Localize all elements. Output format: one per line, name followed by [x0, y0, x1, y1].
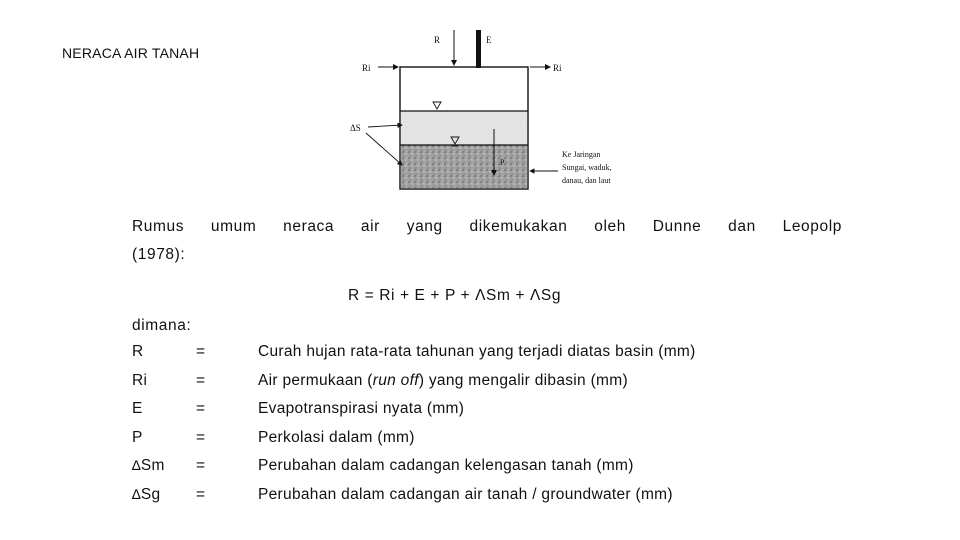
intro-paragraph — [132, 213, 842, 269]
definition-text: ) yang mengalir dibasin (mm) — [418, 371, 628, 389]
definition-symbol — [132, 457, 165, 475]
definition-row-e — [132, 400, 852, 429]
label-ri-left: Ri — [362, 63, 371, 73]
equals-sign: = — [196, 400, 206, 418]
water-balance-formula: R = Ri + E + P + ΛSm + ΛSg — [348, 287, 562, 304]
definition-row-ri — [132, 372, 852, 401]
equals-sign: = — [196, 428, 206, 446]
delta-symbol: ∆ — [132, 485, 141, 502]
label-outlet-3: danau, dan laut — [562, 176, 611, 185]
slide-title: NERACA AIR TANAH — [62, 45, 200, 61]
definition-symbol: R — [132, 343, 144, 360]
definition-description: Evapotranspirasi nyata (mm) — [258, 400, 465, 418]
groundwater-layer — [401, 145, 527, 188]
definition-description: Curah hujan rata-rata tahunan yang terjadi diatas basin (mm) — [258, 343, 696, 360]
definition-symbol — [132, 486, 160, 504]
definition-row-p — [132, 429, 852, 458]
delta-s-pointer-upper — [368, 125, 402, 127]
definition-symbol: Ri — [132, 371, 148, 389]
label-outlet-2: Sungai, waduk, — [562, 163, 612, 172]
equals-sign: = — [196, 485, 206, 503]
water-table-symbol-upper — [433, 102, 441, 109]
where-label: dimana: — [132, 317, 192, 334]
equals-sign: = — [196, 457, 206, 475]
definition-description: Perubahan dalam cadangan kelengasan tanah (mm) — [258, 457, 634, 475]
definition-symbol-text: Sg — [140, 485, 161, 503]
definition-row-sm — [132, 457, 852, 486]
equals-sign: = — [196, 371, 206, 389]
label-ri-right: Ri — [553, 63, 562, 73]
definition-symbol-text: Sm — [140, 457, 165, 475]
definition-description: Perubahan dalam cadangan air tanah / groundwater (mm) — [258, 485, 673, 503]
label-p: P — [500, 158, 505, 167]
definition-row-sg — [132, 486, 852, 515]
delta-s-pointer-lower — [366, 133, 402, 165]
label-r: R — [434, 35, 441, 45]
definition-row-r — [132, 343, 852, 372]
water-balance-diagram — [330, 25, 630, 200]
label-e: E — [486, 35, 492, 45]
intro-line-1: Rumus umum neraca air yang dikemukakan oleh Dunne dan Leopolp — [132, 218, 842, 235]
definition-description — [258, 372, 628, 390]
soil-moisture-layer — [401, 111, 527, 145]
definition-symbol: E — [132, 400, 143, 418]
definition-symbol: P — [132, 428, 143, 446]
delta-symbol: ∆ — [132, 457, 141, 474]
definition-description: Perkolasi dalam (mm) — [258, 428, 415, 446]
label-delta-s: ΔS — [350, 123, 361, 133]
equals-sign: = — [196, 343, 206, 360]
evaporation-bar — [476, 30, 481, 68]
intro-line-2: (1978): — [132, 246, 186, 263]
definition-text: Air permukaan ( — [258, 371, 373, 389]
definitions-list — [132, 343, 852, 515]
label-outlet-1: Ke Jaringan — [562, 150, 601, 159]
definition-italic-text: run off — [372, 371, 419, 389]
